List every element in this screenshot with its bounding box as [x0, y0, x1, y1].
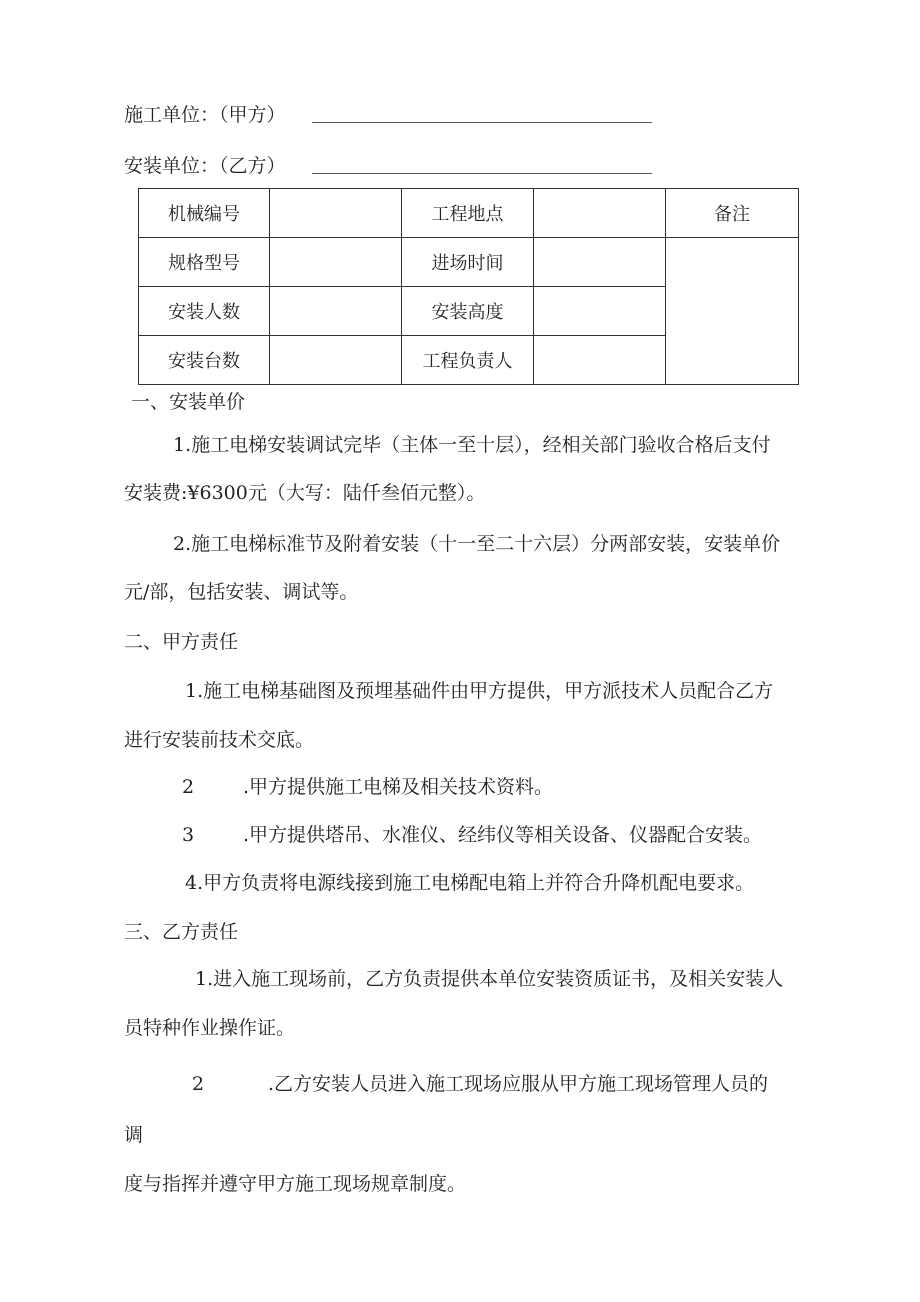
table-row: [139, 189, 799, 238]
install-height-value: [534, 287, 666, 336]
installation-unit-label: 安装单位：（乙方）: [124, 155, 286, 177]
equipment-info-table: [138, 188, 799, 385]
model-spec-value: [270, 238, 402, 287]
unit-count-value: [270, 336, 402, 385]
project-manager-value: [534, 336, 666, 385]
section3-item2-text: .乙方安装人员进入施工现场应服从甲方施工现场管理人员的: [268, 1073, 769, 1095]
section3-item2-line2: 调: [124, 1124, 144, 1146]
section1-item1-line1: 1.施工电梯安装调试完毕（主体一至十层），经相关部门验收合格后支付: [173, 434, 771, 456]
entry-time-value: [534, 238, 666, 287]
project-location-label: 工程地点: [402, 189, 534, 238]
unit-count-label: 安装台数: [139, 336, 270, 385]
section3-item2-line3: 度与指挥并遵守甲方施工现场规章制度。: [124, 1173, 467, 1195]
entry-time-label: 进场时间: [402, 238, 534, 287]
remark-value: [666, 238, 799, 385]
construction-unit-label: 施工单位：（甲方）: [124, 104, 286, 126]
section2-item4-text: 4.甲方负责将电源线接到施工电梯配电箱上并符合升降机配电要求。: [185, 872, 755, 894]
section3-item1-line1: 1.进入施工现场前，乙方负责提供本单位安装资质证书，及相关安装人: [195, 968, 784, 990]
installer-count-label: 安装人数: [139, 287, 270, 336]
section3-item2-number: 2: [192, 1073, 205, 1095]
machine-number-value: [270, 189, 402, 238]
section2-item3-text: .甲方提供塔吊、水准仪、经纬仪等相关设备、仪器配合安装。: [243, 824, 763, 846]
section1-heading: 一、安装单价: [131, 391, 246, 413]
project-manager-label: 工程负责人: [402, 336, 534, 385]
section2-item1-line2: 进行安装前技术交底。: [124, 729, 315, 751]
section2-heading: 二、甲方责任: [124, 631, 239, 653]
section3-heading: 三、乙方责任: [124, 921, 239, 943]
remark-header: 备注: [666, 189, 799, 238]
section1-item2-line2: 元/部，包括安装、调试等。: [124, 581, 359, 603]
install-height-label: 安装高度: [402, 287, 534, 336]
model-spec-label: 规格型号: [139, 238, 270, 287]
section2-item1-line1: 1.施工电梯基础图及预埋基础件由甲方提供，甲方派技术人员配合乙方: [185, 680, 774, 702]
table-row: [139, 238, 799, 287]
section2-item3-number: 3: [182, 824, 195, 846]
section2-item2-text: .甲方提供施工电梯及相关技术资料。: [243, 776, 554, 798]
machine-number-label: 机械编号: [139, 189, 270, 238]
installer-count-value: [270, 287, 402, 336]
section1-item2-line1: 2.施工电梯标准节及附着安装（十一至二十六层）分两部安装，安装单价: [173, 533, 781, 555]
project-location-value: [534, 189, 666, 238]
section1-item1-line2: 安装费:¥6300元（大写：陆仟叁佰元整）。: [124, 482, 486, 504]
section3-item1-line2: 员特种作业操作证。: [124, 1017, 296, 1039]
installation-unit-blank: [312, 173, 652, 174]
construction-unit-blank: [312, 122, 652, 123]
section2-item2-number: 2: [182, 776, 195, 798]
